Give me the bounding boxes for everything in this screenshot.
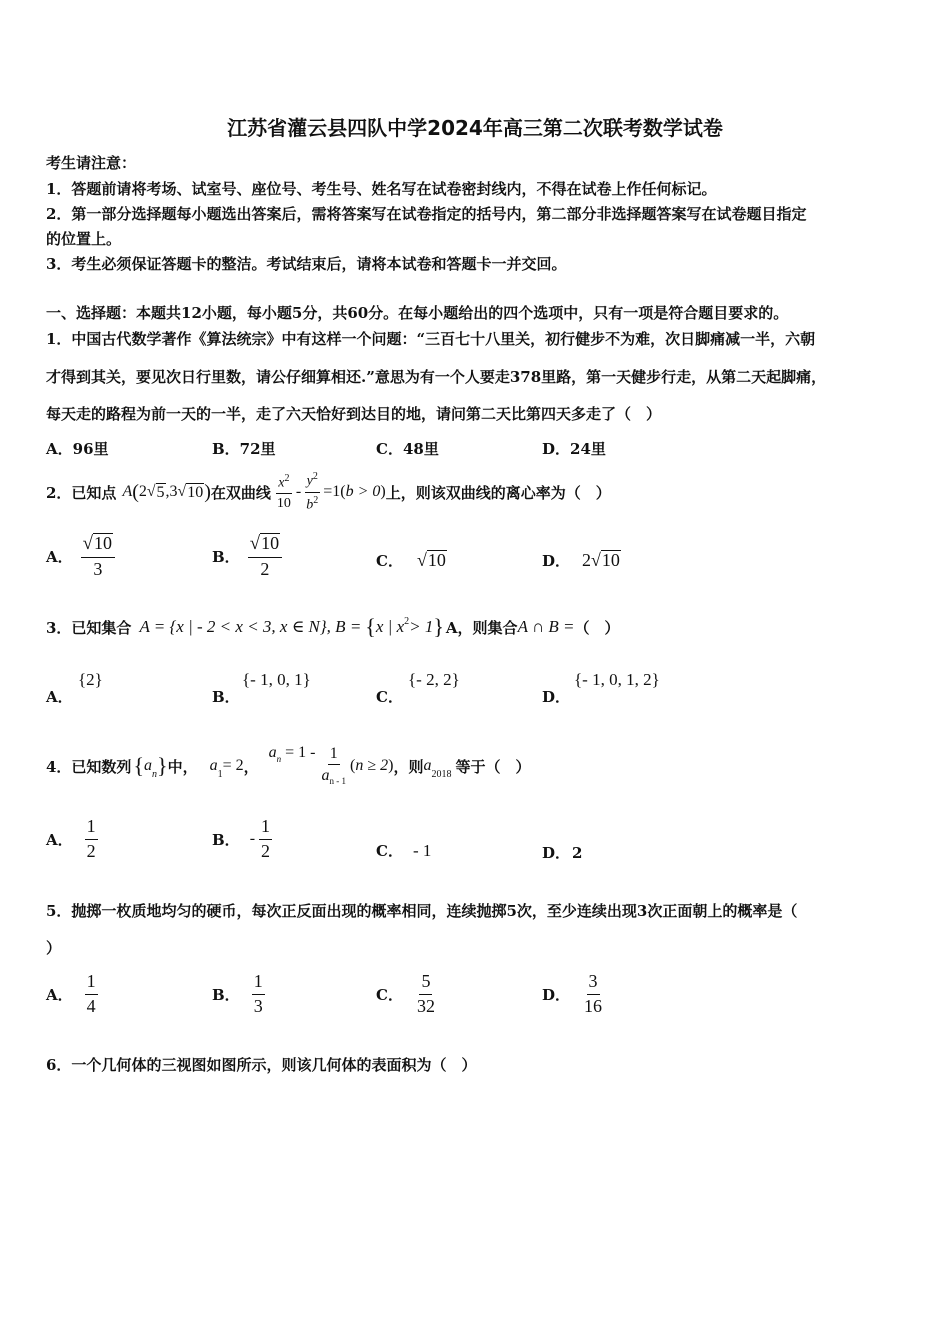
option-d xyxy=(542,970,604,1018)
option-a xyxy=(46,815,98,863)
option-b xyxy=(212,686,240,707)
q4-mid2: ，则 xyxy=(393,757,424,776)
q2-cond: b > 0 xyxy=(345,483,381,500)
q4-an-sub: n xyxy=(276,754,282,764)
option-label: D． xyxy=(542,688,571,706)
option-num: 1 xyxy=(85,817,98,840)
option-d xyxy=(542,686,570,707)
q2-suffix: 上，则该双曲线的离心率为（ ） xyxy=(385,483,611,502)
option-den: 3 xyxy=(253,995,263,1016)
option-c: C．48里 xyxy=(376,440,439,458)
option-c: C． √ 10 xyxy=(376,550,446,571)
question-5-line: 5．抛掷一枚质地均匀的硬币，每次正反面出现的概率相同，连续抛掷5次，至少连续出现3次正面朝上的概率是（ xyxy=(46,902,798,920)
option-label: C． xyxy=(376,552,403,570)
q2-frac-y: $\frac{y^2}{b^2}$ xyxy=(306,471,319,513)
option-den: 2 xyxy=(261,840,271,861)
option-label: A． xyxy=(46,830,73,849)
q4-an: a xyxy=(268,744,277,761)
option-frac xyxy=(582,972,604,1017)
option-b xyxy=(212,530,282,582)
q3-suffix: （ ） xyxy=(574,618,620,637)
option-b xyxy=(212,970,265,1018)
q4-a1-val: = 2 xyxy=(222,757,244,774)
question-4-stem: 4．已知数列 { a $_n$ } 中， a $_1$ = 2 ， a $_n$ = 1 - $\frac{1}{a_{n - 1}}$ ( n ≥ 2 ) ，则 a $_{2018}$ 等于（ ） xyxy=(46,744,531,787)
q2-frac-x: $\frac{x^2}{10}$ xyxy=(276,472,291,511)
option-d xyxy=(542,842,582,863)
q4-a1: a xyxy=(209,757,218,774)
option-a xyxy=(46,686,73,707)
q4-seq-sub: n xyxy=(152,769,158,780)
option-frac xyxy=(415,972,437,1017)
option-value: 2 xyxy=(572,843,583,862)
option-label: A． xyxy=(46,985,73,1004)
option-b-value: {- 1, 0, 1} xyxy=(242,670,311,689)
q2-point-c: ,3 xyxy=(165,483,178,500)
option-label: D． xyxy=(542,844,571,862)
notice-item: 2．第一部分选择题每小题选出答案后，需将答案写在试卷指定的括号内，第二部分非选择题答案写在试卷题目指定 xyxy=(46,205,807,223)
q2-eq: =1 xyxy=(323,483,341,500)
notice-item: 1．答题前请将考场、试室号、座位号、考生号、姓名写在试卷密封线内，不得在试卷上作任何标记。 xyxy=(46,180,717,198)
q4-frac-den-sub: n - 1 xyxy=(329,776,346,787)
option-den: 2 xyxy=(260,558,270,579)
option-c xyxy=(376,970,437,1018)
q4-target-sub: 2018 xyxy=(431,769,452,780)
q3-expr: A ∩ B = xyxy=(517,617,575,636)
option-den: 4 xyxy=(86,995,96,1016)
q4-a1-sub: 1 xyxy=(217,769,223,780)
option-d: D． 2 √ 10 xyxy=(542,550,620,571)
question-3-stem: 3．已知集合 A = {x | - 2 < x < 3, x ∈ N}, B = { x | x $^2$ > 1 } A，则集合 A ∩ B = （ ） xyxy=(46,614,620,639)
option-c-value: {- 2, 2} xyxy=(408,670,460,689)
option-num: 3 xyxy=(587,972,600,995)
option-label: C． xyxy=(376,842,403,860)
option-c xyxy=(376,686,403,707)
q3-set-b-tail: > 1 xyxy=(409,617,434,636)
q4-seq: a xyxy=(144,757,153,774)
option-frac xyxy=(85,817,98,862)
page-title: 江苏省灌云县四队中学2024年高三第二次联考数学试卷 xyxy=(227,116,723,140)
option-frac xyxy=(85,972,98,1017)
option-num: 1 xyxy=(252,972,265,995)
option-d: D．24里 xyxy=(542,440,606,458)
q4-prefix: 4．已知数列 xyxy=(46,757,132,776)
option-value: 10 xyxy=(601,550,620,571)
option-coef: 2 xyxy=(582,550,592,570)
q4-eq: = 1 - xyxy=(281,744,320,761)
option-label: D． xyxy=(542,985,571,1004)
q2-point-label: A xyxy=(122,483,133,500)
q4-mid1: 中， xyxy=(167,757,198,776)
option-label: B． xyxy=(212,830,240,849)
option-num: 10 xyxy=(94,532,113,553)
option-label: B． xyxy=(212,985,240,1004)
q2-point-b: 5 xyxy=(156,483,165,501)
option-frac xyxy=(252,972,265,1017)
q3-set-b: x | x xyxy=(375,617,405,636)
question-6: 6．一个几何体的三视图如图所示，则该几何体的表面积为（ ） xyxy=(46,1056,477,1074)
option-a: A．96里 xyxy=(46,440,109,458)
q4-frac-num: 1 xyxy=(328,745,340,766)
option-frac: $\frac{√10}{3}$ xyxy=(81,533,115,580)
notice-heading: 考生请注意： xyxy=(46,154,137,172)
section-heading: 一、选择题：本题共12小题，每小题5分，共60分。在每小题给出的四个选项中，只有一项是符合题目要求的。 xyxy=(46,304,789,322)
option-a xyxy=(46,970,98,1018)
q2-middle: 在双曲线 xyxy=(210,483,271,502)
q3-mid: A，则集合 xyxy=(445,618,518,637)
question-2-stem: 2．已知点 A ( 2 √ 5 ,3 √ 10 ) 在双曲线 $\frac{x^2}{10}$ - $\frac{y^2}{b^2}$ =1 ( b > 0 ) 上，则该双曲线的离心率为（ ） xyxy=(46,471,611,513)
option-frac xyxy=(259,817,272,862)
option-d-value: {- 1, 0, 1, 2} xyxy=(574,670,660,689)
option-label: B． xyxy=(212,688,240,706)
option-label: B． xyxy=(212,547,240,566)
notice-item: 3．考生必须保证答题卡的整洁。考试结束后，请将本试卷和答题卡一并交回。 xyxy=(46,255,567,273)
question-1-line: 才得到其关，要见次日行里数，请公仔细算相还.”意思为有一个人要走378里路，第一天健步行走，从第二天起脚痛， xyxy=(46,368,827,386)
q4-target: a xyxy=(423,757,432,774)
option-den: 2 xyxy=(86,840,96,861)
q2-point-d: 10 xyxy=(187,483,204,501)
option-b: B．72里 xyxy=(212,440,276,458)
option-den: 32 xyxy=(416,995,435,1016)
q4-frac-den: a xyxy=(321,767,330,785)
option-num: 5 xyxy=(419,972,432,995)
option-den: 16 xyxy=(584,995,603,1016)
option-value: 10 xyxy=(427,550,446,571)
option-label: C． xyxy=(376,985,403,1004)
option-b xyxy=(212,815,272,863)
q4-suffix: 等于（ ） xyxy=(455,757,531,776)
option-label: D． xyxy=(542,552,571,570)
option-num: 1 xyxy=(85,972,98,995)
option-value: - 1 xyxy=(412,840,432,860)
q3-prefix: 3．已知集合 xyxy=(46,618,132,637)
option-frac: $\frac{√10}{2}$ xyxy=(248,533,282,580)
option-sign: - xyxy=(249,830,256,847)
question-5-line: ） xyxy=(46,939,62,957)
option-c xyxy=(376,840,431,861)
option-num: 10 xyxy=(261,532,280,553)
option-den: 3 xyxy=(93,558,103,579)
q4-comma: ， xyxy=(243,757,259,776)
option-label: C． xyxy=(376,688,403,706)
option-a xyxy=(46,530,115,582)
option-num: 1 xyxy=(259,817,272,840)
q4-cond: n ≥ 2 xyxy=(355,757,389,774)
option-label: A． xyxy=(46,547,73,566)
q2-point-a: 2 xyxy=(138,483,147,500)
q4-frac xyxy=(320,745,349,788)
option-a-value: {2} xyxy=(78,670,103,689)
notice-item: 的位置上。 xyxy=(46,230,122,248)
question-1-line: 1．中国古代数学著作《算法统宗》中有这样一个问题：“三百七十八里关，初行健步不为难，次日脚痛减一半，六朝 xyxy=(46,330,816,348)
option-label: A． xyxy=(46,688,73,706)
q2-prefix: 2．已知点 xyxy=(46,483,117,502)
question-1-line: 每天走的路程为前一天的一半，走了六天恰好到达目的地，请问第二天比第四天多走了（ ） xyxy=(46,405,662,423)
q3-set-a: A = {x | - 2 < x < 3, x ∈ N}, B = xyxy=(139,617,362,636)
